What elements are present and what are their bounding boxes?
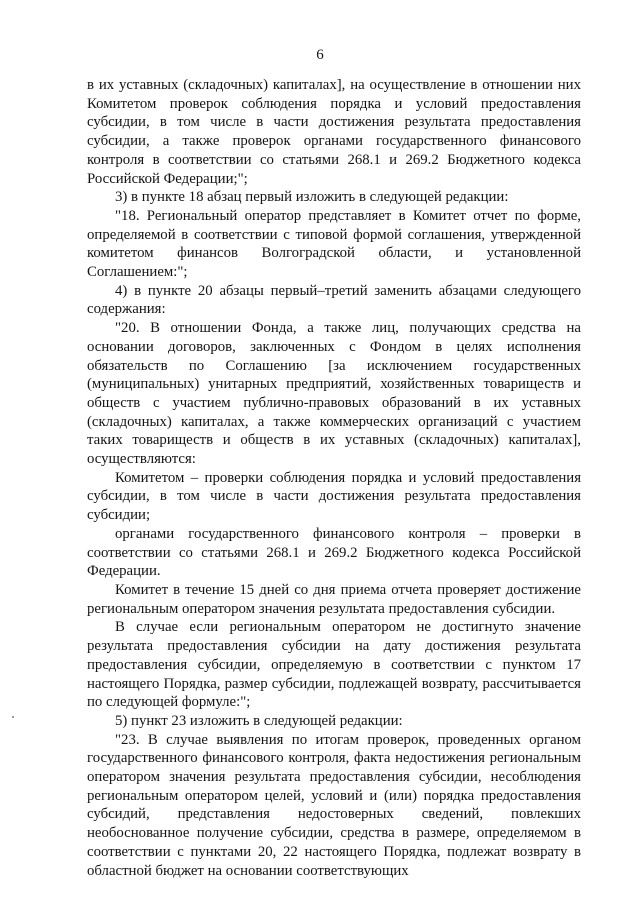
document-body (87, 76, 581, 880)
paragraph-committee-checks: Комитетом – проверки соблюдения порядка и условий предоставления субсидии, в том числе в части достижения результата предоставления субсидии; (87, 469, 581, 524)
paragraph-item-4: 4) в пункте 20 абзацы первый–третий заменить абзацами следующего содержания: (87, 282, 581, 318)
paragraph-refund-formula: В случае если региональным оператором не достигнуто значение результата предоставления субсидии на дату достижения результата предоставления субсидии, определяемую в соответствии с пунктом 17 настоящего Порядка, размер субсидии, подлежащей возврату, рассчитывается по следующей формуле:"; (87, 619, 581, 711)
scan-speck (12, 716, 14, 718)
paragraph-clause-20: "20. В отношении Фонда, а также лиц, получающих средства на основании договоров, заключенных с Фондом в целях исполнения обязательств по Соглашению [за исключением государственных (муниципальных) унитарных предприятий, хозяйственных товариществ и обществ с участием публично-правовых образований в их уставных (складочных) капиталах, а также коммерческих организаций с участием таких товариществ и обществ в их уставных (складочных) капиталах], осуществляются: (87, 320, 581, 468)
paragraph-clause-23: "23. В случае выявления по итогам проверок, проведенных органом государственного финансового контроля, факта недостижения региональным оператором значения результата предоставления субсидии, несоблюдения региональным оператором целей, условий и (или) порядка предоставления субсидий, представления недостоверных сведений, повлекших необоснованное получение субсидии, средства в размере, определяемом в соответствии с пунктами 20, 22 настоящего Порядка, подлежат возврату в областной бюджет на основании соответствующих (87, 731, 581, 879)
paragraph-financial-control: органами государственного финансового контроля – проверки в соответствии со статьями 268.1 и 269.2 Бюджетного кодекса Российской Федерации. (87, 525, 581, 580)
page-number: 6 (316, 47, 324, 63)
paragraph-clause-18: "18. Региональный оператор представляет в Комитет отчет по форме, определяемой в соответствии с типовой формой соглашения, утвержденной комитетом финансов Волгоградской области, и установленной Соглашением:"; (87, 207, 581, 281)
paragraph-item-3: 3) в пункте 18 абзац первый изложить в следующей редакции: (115, 189, 509, 206)
paragraph-continuation: в их уставных (складочных) капиталах], на осуществление в отношении них Комитетом проверок соблюдения порядка и условий предоставления субсидии, в том числе в части достижения результата предоставления субсидии, а также проверок органами государственного финансового контроля в соответствии со статьями 268.1 и 269.2 Бюджетного кодекса Российской Федерации;"; (87, 77, 581, 187)
paragraph-item-5: 5) пункт 23 изложить в следующей редакции: (115, 712, 403, 729)
paragraph-report-review: Комитет в течение 15 дней со дня приема отчета проверяет достижение региональным оператором значения результата предоставления субсидии. (87, 581, 581, 617)
